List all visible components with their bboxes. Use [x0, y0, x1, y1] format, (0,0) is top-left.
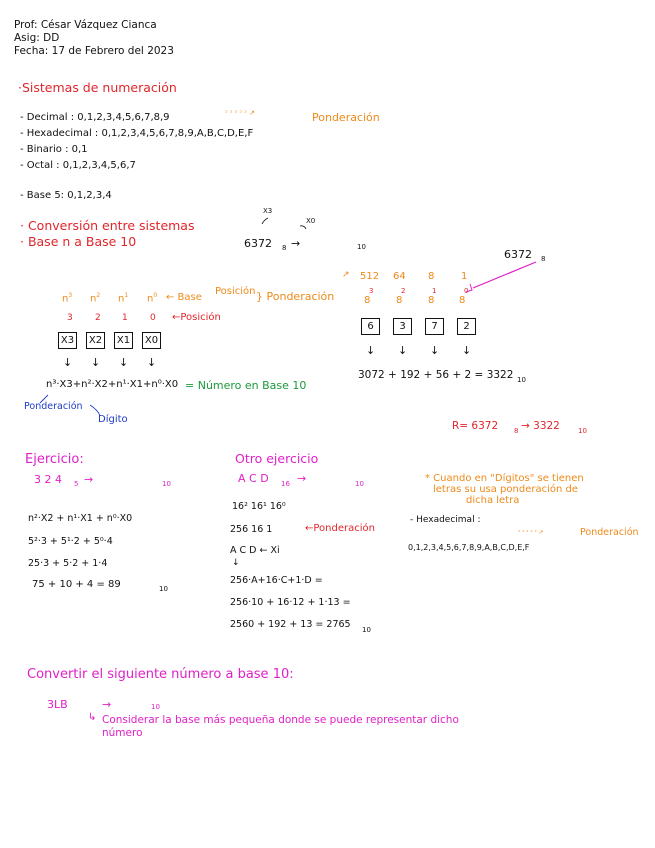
ejercicio-sub5: 5 [74, 480, 79, 488]
section-title-base-n: · Base n a Base 10 [20, 234, 137, 249]
exp-3: 3 [369, 287, 374, 295]
ponderacion-blue-label: Ponderación [24, 401, 83, 412]
nota-hex-digits: 0,1,2,3,4,5,6,7,8,9,A,B,C,D,E,F [408, 543, 530, 552]
otro-line3: 2560 + 192 + 13 = 2765 [230, 619, 351, 630]
power-n0: $n^0$ [147, 292, 158, 305]
digito-label: Dígito [98, 414, 128, 425]
nota-ponderacion: Ponderación [580, 527, 639, 538]
posicion-arrow-label: ←Posición [172, 312, 221, 323]
ejercicio-target: 10 [162, 480, 171, 488]
ejercicio-line4-sub: 10 [159, 585, 168, 593]
convertir-target: 10 [151, 703, 160, 711]
power-n3: $n^3$ [62, 292, 73, 305]
down-arrow-icon: ↓ [63, 356, 73, 369]
ponderacion-marks-icon: ᵓ ᵓ ᵓ ᵓ ᵓ ↗ [518, 529, 544, 536]
otro-target: 10 [355, 480, 364, 488]
otro-letters: A C D ← Xi [230, 545, 280, 556]
header-fecha: Fecha: 17 de Febrero del 2023 [14, 45, 174, 57]
weights-arrow-icon: ↗ [342, 270, 350, 280]
result-arrow: → 3322 [521, 420, 560, 432]
digit-box-2: 2 [457, 318, 476, 335]
digit-box-7: 7 [425, 318, 444, 335]
down-arrow-icon: ↓ [462, 344, 472, 357]
down-arrow-icon: ↓ [232, 558, 240, 568]
base-label: ← Base [166, 292, 202, 303]
power-n2: $n^2$ [90, 292, 101, 305]
digit-box-3: 3 [393, 318, 412, 335]
convertir-number: 3LB [47, 698, 68, 711]
nota-text1: * Cuando en "Dígitos" se tienen [425, 473, 584, 484]
x3-label: X3 [263, 207, 273, 215]
arrow-right-icon: → [291, 237, 301, 250]
eight-1: 8 [364, 295, 371, 306]
exp-2: 2 [401, 287, 406, 295]
otro-line1: 256·A+16·C+1·D = [230, 575, 323, 586]
exp-1: 1 [432, 287, 437, 295]
power-n1: $n^1$ [118, 292, 129, 305]
formula-general: n³·X3+n²·X2+n¹·X1+n⁰·X0 [46, 379, 179, 390]
otro-line3-sub: 10 [362, 626, 371, 634]
down-arrow-icon: ↓ [91, 356, 101, 369]
example-number: 6372 [504, 248, 532, 261]
convertir-hint1: Considerar la base más pequeña donde se puede representar dicho [102, 714, 459, 726]
example-sub8: 8 [541, 255, 546, 263]
digit-box-6: 6 [361, 318, 380, 335]
otro-title: Otro ejercicio [235, 451, 319, 466]
example-sum-sub: 10 [517, 376, 526, 384]
hint-arrow-icon: ↳ [88, 712, 97, 723]
eight-3: 8 [428, 295, 435, 306]
decimal-line: - Decimal : 0,1,2,3,4,5,6,7,8,9 [20, 112, 170, 123]
posicion-label-orange: Posición [215, 286, 256, 297]
x0-label: X0 [306, 217, 316, 225]
arrow-right-icon: → [297, 472, 307, 485]
otro-line2: 256·10 + 16·12 + 1·13 = [230, 597, 351, 608]
eight-2: 8 [396, 295, 403, 306]
weight-512: 512 [360, 271, 380, 282]
otro-sub16: 16 [281, 480, 290, 488]
down-arrow-icon: ↓ [119, 356, 129, 369]
binario-line: - Binario : 0,1 [20, 144, 88, 155]
convertir-title: Convertir el siguiente número a base 10: [27, 667, 294, 682]
box-x3: X3 [58, 332, 77, 349]
pos-2: 2 [95, 313, 101, 323]
pos-1: 1 [122, 313, 128, 323]
convertir-hint2: número [102, 727, 143, 739]
arrow-right-icon: → [102, 698, 112, 711]
result-sub8: 8 [514, 427, 519, 435]
down-arrow-icon: ↓ [147, 356, 157, 369]
otro-number: A C D [238, 472, 269, 485]
otro-weights: 256 16 1 [230, 524, 273, 535]
section-title-conversion: · Conversión entre sistemas [20, 218, 195, 233]
down-arrow-icon: ↓ [398, 344, 408, 357]
nota-hex-label: - Hexadecimal : [410, 515, 481, 525]
pos-3: 3 [67, 313, 73, 323]
weight-8: 8 [428, 271, 435, 282]
down-arrow-icon: ↓ [430, 344, 440, 357]
nota-text2: letras su usa ponderación de [433, 484, 579, 495]
ejercicio-line2: 5²·3 + 5¹·2 + 5⁰·4 [28, 536, 113, 547]
hex-line: - Hexadecimal : 0,1,2,3,4,5,6,7,8,9,A,B,C,D,E,F [20, 128, 254, 139]
box-x0: X0 [142, 332, 161, 349]
ponderacion-label-brace: } Ponderación [256, 290, 335, 303]
target-base10: 10 [357, 243, 366, 251]
exp-0: 0 [464, 287, 469, 295]
example-sum: 3072 + 192 + 56 + 2 = 3322 [358, 369, 514, 381]
ejercicio-line3: 25·3 + 5·2 + 1·4 [28, 558, 108, 569]
header-asig: Asig: DD [14, 32, 60, 44]
formula-result-label: = Número en Base 10 [185, 379, 307, 392]
header-prof: Prof: César Vázquez Cianca [14, 19, 157, 31]
base5-line: - Base 5: 0,1,2,3,4 [20, 190, 112, 201]
result-label: R= 6372 [452, 420, 499, 432]
eight-4: 8 [459, 295, 466, 306]
down-arrow-icon: ↓ [366, 344, 376, 357]
octal-line: - Octal : 0,1,2,3,4,5,6,7 [20, 160, 136, 171]
weight-64: 64 [393, 271, 406, 282]
arrow-right-icon: → [84, 473, 94, 486]
result-sub10: 10 [578, 427, 587, 435]
otro-powers: 16² 16¹ 16⁰ [232, 501, 286, 512]
nota-text3: dicha letra [466, 495, 520, 506]
box-x1: X1 [114, 332, 133, 349]
pos-0: 0 [150, 313, 156, 323]
section-title-sistemas: ·Sistemas de numeración [18, 80, 177, 95]
number-base8-sub: 8 [282, 244, 287, 252]
box-x2: X2 [86, 332, 105, 349]
otro-ponderacion: ←Ponderación [305, 523, 375, 534]
ponderacion-marks-icon: ᵓ ᵓ ᵓ ᵓ ᵓ ↗ [225, 109, 255, 117]
ejercicio-line4: 75 + 10 + 4 = 89 [32, 579, 121, 590]
ejercicio-number: 3 2 4 [34, 473, 62, 486]
number-6372: 6372 [244, 237, 272, 250]
ejercicio-title: Ejercicio: [25, 452, 84, 467]
ejercicio-line1: n²·X2 + n¹·X1 + n⁰·X0 [28, 513, 133, 524]
ponderacion-label-top: Ponderación [312, 111, 380, 124]
weight-1: 1 [461, 271, 468, 282]
